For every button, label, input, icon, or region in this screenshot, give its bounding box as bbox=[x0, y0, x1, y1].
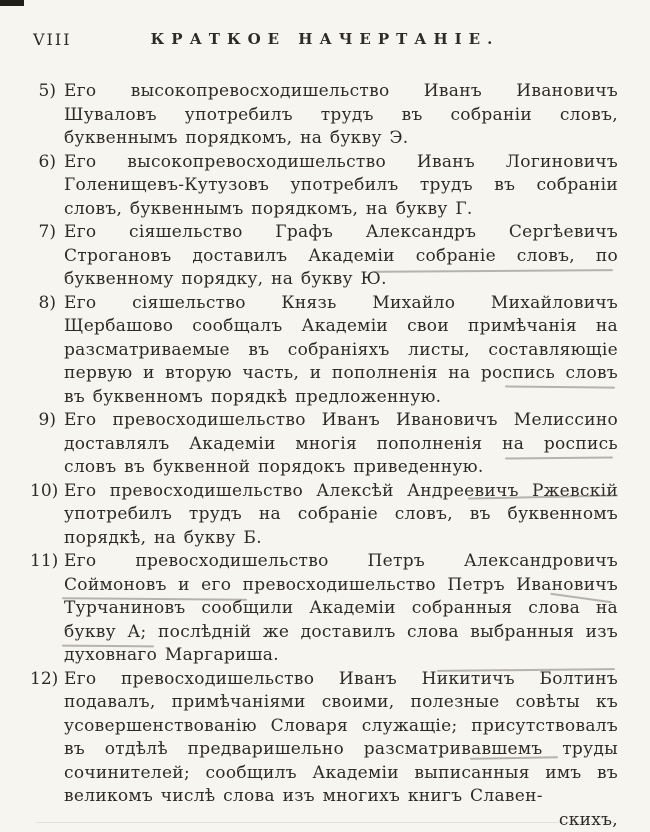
item-text-body: Его превосходишельство Иванъ Ивановичъ Мелиссино доставлялъ Академіи многія пополненія на роспись словъ въ буквенной порядокъ приведенную. bbox=[64, 410, 618, 477]
item-text bbox=[64, 668, 618, 832]
item-text-body: Его превосходишельство Алексѣй Андреевичъ Ржевскій употребилъ трудъ на собраніе словъ, въ буквенномъ порядкѣ, на букву Б. bbox=[64, 480, 618, 548]
item-number: 12) bbox=[30, 668, 59, 689]
page-number: VIII bbox=[33, 30, 72, 49]
item-text bbox=[64, 221, 618, 292]
item-text-body: Его превосходишельство Петръ Александровичъ Соймоновъ и его превосходишельство Петръ Ивановичъ Турчаниновъ сообщили Академіи собранныя слова на букву А; послѣдній же доставилъ слова выбранныя изъ духовнаго Маргариша. bbox=[64, 551, 618, 665]
item-number: 8) bbox=[38, 292, 56, 313]
item-text-body: Его высокопревосходишельство Иванъ Логиновичъ Голенищевъ-Кутузовъ употребилъ трудъ въ собраніи словъ, буквеннымъ порядкомъ, на букву Г. bbox=[64, 151, 618, 219]
entry-7 bbox=[30, 221, 618, 292]
scan-artifact-corner bbox=[0, 0, 24, 6]
item-number: 6) bbox=[38, 151, 56, 172]
item-text-body: Его сіяшельство Графъ Александръ Сергѣевичъ Строгановъ доставилъ Академіи собраніе словъ, по буквенному порядку, на букву Ю. bbox=[64, 222, 618, 289]
entry-list bbox=[30, 80, 618, 832]
entry-11 bbox=[30, 550, 618, 668]
item-text-body: Его высокопревосходишельство Иванъ Ивановичъ Шуваловъ употребилъ трудъ въ собраніи словъ, буквеннымъ порядкомъ, на букву Э. bbox=[64, 81, 618, 148]
item-number: 10) bbox=[30, 480, 59, 501]
item-text-body: Его сіяшельство Князь Михайло Михайловичъ Щербашово сообщалъ Академіи свои примѣчанія на разсматриваемые въ собраніяхъ листы, составляющіе первую и вторую часть, и пополненія на роспись словъ въ буквенномъ порядкѣ предложенную. bbox=[64, 292, 618, 407]
scan-artifact-bottom-line bbox=[36, 822, 614, 823]
entry-5 bbox=[30, 80, 618, 151]
item-text bbox=[64, 550, 618, 668]
entry-9 bbox=[30, 409, 618, 480]
entry-10 bbox=[30, 480, 618, 551]
entry-6 bbox=[30, 151, 618, 222]
item-text bbox=[64, 480, 618, 551]
page-header-title: КРАТКОЕ НАЧЕРТАНІЕ. bbox=[150, 30, 500, 48]
item-text bbox=[64, 292, 618, 410]
entry-12 bbox=[30, 668, 618, 832]
item-number: 9) bbox=[38, 410, 56, 430]
item-number: 11) bbox=[30, 551, 59, 571]
item-number: 5) bbox=[38, 81, 56, 101]
item-text-body: Его превосходишельство Иванъ Никитичъ Болтинъ подавалъ, примѣчаніями своими, полезные совѣты къ усовершенствованію Словаря служащіе; присутствовалъ въ отдѣлѣ предваришельно разсматривавшемъ труды сочинителей; сообщилъ Академіи выписанныя имъ въ великомъ числѣ слова изъ многихъ книгъ Славен- bbox=[64, 668, 618, 806]
item-text-hyphen-tail: скихъ, bbox=[558, 809, 618, 830]
entry-8 bbox=[30, 292, 618, 410]
item-text bbox=[64, 80, 618, 151]
item-number: 7) bbox=[38, 222, 56, 242]
item-text bbox=[64, 409, 618, 480]
item-text bbox=[64, 151, 618, 222]
